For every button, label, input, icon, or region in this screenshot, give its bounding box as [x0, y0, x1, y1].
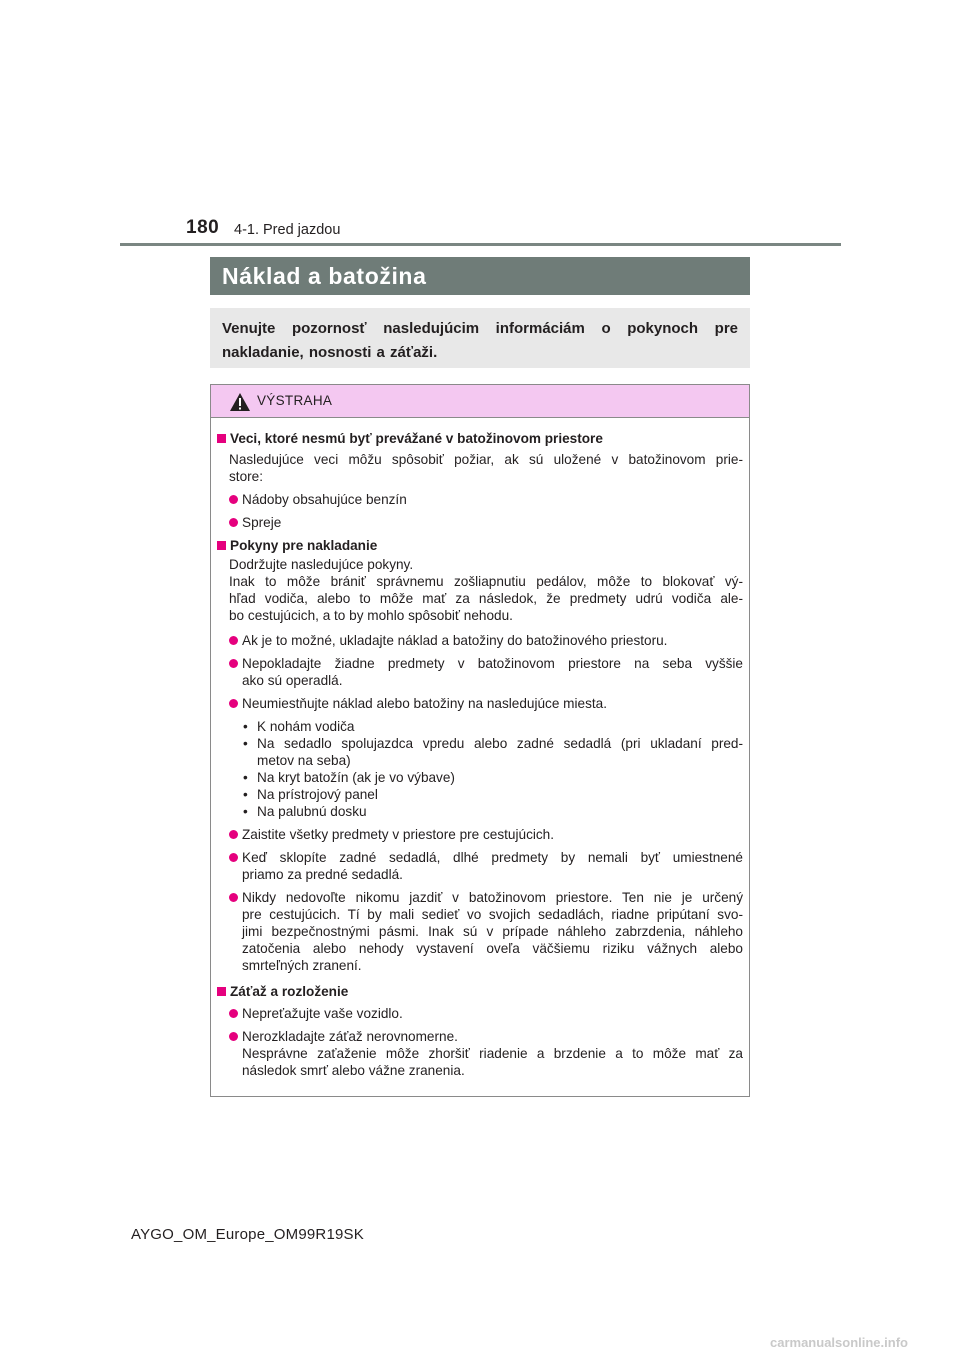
list-item — [229, 695, 743, 712]
paragraph-line: Inak to môže brániť správnemu zošliapnutiu pedálov, môže to blokovať vý- — [229, 574, 743, 589]
sub-list-item — [243, 786, 743, 803]
list-item-text: Nikdy nedovoľte nikomu jazdiť v batožinovom priestore. Ten nie je určený — [242, 890, 743, 905]
warning-header — [211, 385, 749, 418]
section-heading — [217, 430, 603, 447]
round-bullet-icon — [229, 893, 238, 902]
list-item-text: Spreje — [242, 515, 282, 530]
warning-triangle-icon — [229, 392, 251, 412]
round-bullet-icon — [229, 659, 238, 668]
list-item-text: Nesprávne zaťaženie môže zhoršiť riadenie a brzdenie a to môže mať za — [242, 1046, 743, 1061]
list-item-text: zatočenia alebo nehody vystavení oveľa väčšiemu riziku vážnych alebo — [242, 941, 743, 956]
round-bullet-icon — [229, 1032, 238, 1041]
list-item — [229, 632, 743, 649]
list-item-text: Nádoby obsahujúce benzín — [242, 492, 407, 507]
warning-title: VÝSTRAHA — [257, 393, 333, 408]
list-item-text: Keď sklopíte zadné sedadlá, dlhé predmety by nemali byť umiestnené — [242, 850, 743, 865]
sub-list-item-text: Na palubnú dosku — [257, 804, 367, 819]
round-bullet-icon — [229, 495, 238, 504]
list-item-text: Zaistite všetky predmety v priestore pre cestujúcich. — [242, 827, 555, 842]
sub-list-item-text: K nohám vodiča — [257, 719, 355, 734]
bullet-glyph: • — [243, 719, 248, 734]
paragraph-line: store: — [229, 469, 263, 484]
page-number: 180 — [186, 217, 220, 238]
sub-list-item — [243, 735, 743, 769]
intro-line-2: nakladanie, nosnosti a záťaži. — [222, 344, 438, 361]
list-item — [229, 1028, 743, 1079]
section-heading — [217, 983, 348, 1000]
list-item-text: priamo za predné sedadlá. — [242, 867, 403, 882]
square-bullet-icon — [217, 541, 226, 550]
list-item — [229, 1005, 743, 1022]
list-item-text: smrteľných zranení. — [242, 958, 362, 973]
section-heading-text: Veci, ktoré nesmú byť prevážané v batožinovom priestore — [230, 431, 603, 446]
intro-line-1: Venujte pozornosť nasledujúcim informáciám o pokynoch pre — [222, 320, 738, 337]
square-bullet-icon — [217, 987, 226, 996]
intro-box — [210, 308, 750, 368]
list-item-text: jimi bezpečnostnými pásmi. Inak sú v prípade náhleho zabrzdenia, náhleho — [242, 924, 743, 939]
paragraph-line: Dodržujte nasledujúce pokyny. — [229, 557, 414, 572]
bullet-glyph: • — [243, 804, 248, 819]
page-title: Náklad a batožina — [210, 257, 750, 295]
sub-list-item — [243, 769, 743, 786]
bullet-glyph: • — [243, 736, 248, 751]
list-item — [229, 491, 743, 508]
round-bullet-icon — [229, 1009, 238, 1018]
footer-code: AYGO_OM_Europe_OM99R19SK — [131, 1226, 364, 1243]
list-item — [229, 514, 743, 531]
sub-list-item — [243, 803, 743, 820]
list-item — [229, 826, 743, 843]
round-bullet-icon — [229, 636, 238, 645]
sub-list-item-text: Na sedadlo spolujazdca vpredu alebo zadné sedadlá (pri ukladaní pred- — [257, 736, 743, 751]
list-item-text: následok smrť alebo vážne zranenia. — [242, 1063, 465, 1078]
section-heading-text: Záťaž a rozloženie — [230, 984, 349, 999]
paragraph-line: Nasledujúce veci môžu spôsobiť požiar, ak sú uložené v batožinovom prie- — [229, 452, 743, 467]
section-label: 4-1. Pred jazdou — [234, 222, 341, 238]
section-heading — [217, 537, 377, 554]
warning-box — [210, 384, 750, 1097]
bullet-glyph: • — [243, 787, 248, 802]
bullet-glyph: • — [243, 770, 248, 785]
list-item — [229, 889, 743, 974]
round-bullet-icon — [229, 830, 238, 839]
watermark: carmanualsonline.info — [770, 1335, 908, 1350]
list-item-text: Nepreťažujte vaše vozidlo. — [242, 1006, 403, 1021]
paragraph-line: hľad vodiča, alebo to môže mať za následok, že predmety udrú vodiča ale- — [229, 591, 743, 606]
paragraph-line: bo cestujúcich, a to by mohlo spôsobiť nehodu. — [229, 608, 513, 623]
section-heading-text: Pokyny pre nakladanie — [230, 538, 378, 553]
square-bullet-icon — [217, 434, 226, 443]
header-rule — [120, 243, 841, 246]
list-item — [229, 655, 743, 689]
list-item-text: Neumiestňujte náklad alebo batožiny na nasledujúce miesta. — [242, 696, 607, 711]
sub-list-item-text: Na kryt batožín (ak je vo výbave) — [257, 770, 455, 785]
sub-list-item-text: Na prístrojový panel — [257, 787, 378, 802]
paragraph — [229, 556, 743, 624]
round-bullet-icon — [229, 699, 238, 708]
list-item-text: Ak je to možné, ukladajte náklad a batožiny do batožinového priestoru. — [242, 633, 668, 648]
list-item — [229, 849, 743, 883]
list-item-text: pre cestujúcich. Tí by mali sedieť vo svojich sedadlách, riadne pripútaní svo- — [242, 907, 743, 922]
paragraph — [229, 451, 743, 485]
list-item-text: Nerozkladajte záťaž nerovnomerne. — [242, 1029, 458, 1044]
round-bullet-icon — [229, 853, 238, 862]
list-item-text: ako sú operadlá. — [242, 673, 343, 688]
round-bullet-icon — [229, 518, 238, 527]
list-item-text: Nepokladajte žiadne predmety v batožinovom priestore na seba vyššie — [242, 656, 743, 671]
sub-list-item — [243, 718, 743, 735]
sub-list-item-text: metov na seba) — [257, 753, 351, 768]
